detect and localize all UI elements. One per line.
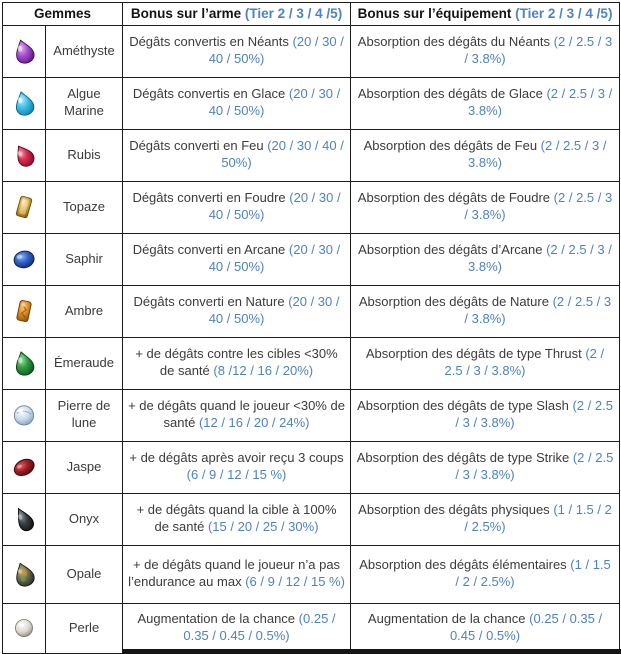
gem-icon-cell xyxy=(3,77,46,129)
opal-gem-icon xyxy=(10,559,38,589)
equipment-bonus-cell xyxy=(351,25,620,77)
weapon-bonus-values: (20 / 30 / 40 / 50%) xyxy=(208,190,341,223)
equipment-bonus-values: (2 / 2.5 / 3 / 3.8%) xyxy=(468,138,607,171)
gem-icon-cell xyxy=(3,493,46,545)
gem-name-cell xyxy=(46,441,123,493)
emerald-gem-icon xyxy=(10,348,38,378)
equipment-bonus-text: Absorption des dégâts du Néants xyxy=(357,34,551,50)
header-equipment-bonus xyxy=(351,3,620,26)
gem-name: Algue Marine xyxy=(64,86,104,119)
table-row xyxy=(3,603,620,653)
equipment-bonus-cell xyxy=(351,389,620,441)
table-row xyxy=(3,441,620,493)
equipment-bonus-cell xyxy=(351,493,620,545)
table-row xyxy=(3,129,620,181)
gem-name-cell xyxy=(46,389,123,441)
weapon-bonus-cell xyxy=(123,603,351,653)
equipment-bonus-text: Absorption des dégâts physiques xyxy=(358,502,550,518)
weapon-bonus-text: Dégâts convertis en Néants xyxy=(129,34,289,50)
weapon-bonus-cell xyxy=(123,181,351,233)
weapon-bonus-values: (6 / 9 / 12 / 15 %) xyxy=(186,467,287,483)
gem-icon-cell xyxy=(3,545,46,603)
header-equipment-tiers: (Tier 2 / 3 / 4 /5) xyxy=(515,6,613,21)
gem-icon-cell xyxy=(3,25,46,77)
gem-name-cell xyxy=(46,129,123,181)
gem-name-cell xyxy=(46,233,123,285)
equipment-bonus-text: Absorption des dégâts de type Strike xyxy=(356,450,570,466)
equipment-bonus-text: Absorption des dégâts de type Slash xyxy=(357,398,569,414)
equipment-bonus-cell xyxy=(351,285,620,337)
gem-name-cell xyxy=(46,181,123,233)
weapon-bonus-cell xyxy=(123,337,351,389)
weapon-bonus-text: Dégâts converti en Arcane xyxy=(132,242,286,258)
weapon-bonus-cell xyxy=(123,129,351,181)
gem-name: Perle xyxy=(68,619,100,635)
equipment-bonus-cell xyxy=(351,129,620,181)
gem-icon-cell xyxy=(3,441,46,493)
sapphire-gem-icon xyxy=(10,244,38,274)
weapon-bonus-text: Augmentation de la chance xyxy=(137,611,296,627)
equipment-bonus-values: (2 / 2.5 / 3 / 3.8%) xyxy=(464,294,612,327)
table-row xyxy=(3,77,620,129)
equipment-bonus-text: Absorption des dégâts de type Thrust xyxy=(365,346,582,362)
gem-icon-cell xyxy=(3,285,46,337)
gem-name-cell xyxy=(46,493,123,545)
header-weapon-bonus xyxy=(123,3,351,26)
weapon-bonus-cell xyxy=(123,389,351,441)
gem-name: Émeraude xyxy=(54,354,114,370)
table-row xyxy=(3,233,620,285)
weapon-bonus-values: (20 / 30 / 40 / 50%) xyxy=(208,86,341,119)
moonstone-gem-icon xyxy=(10,400,38,430)
weapon-bonus-text: Dégâts converti en Foudre xyxy=(132,190,286,206)
gem-name-cell xyxy=(46,603,123,653)
gem-icon-cell xyxy=(3,181,46,233)
table-row xyxy=(3,545,620,603)
gem-name: Opale xyxy=(66,565,102,581)
equipment-bonus-text: Augmentation de la chance xyxy=(367,611,526,627)
weapon-bonus-cell xyxy=(123,233,351,285)
weapon-bonus-text: Dégâts converti en Nature xyxy=(133,294,285,310)
aquamarine-gem-icon xyxy=(10,88,38,118)
weapon-bonus-text: Dégâts converti en Feu xyxy=(129,138,264,154)
gem-name: Saphir xyxy=(65,250,103,266)
weapon-bonus-values: (6 / 9 / 12 / 15 %) xyxy=(245,574,345,590)
gem-icon-cell xyxy=(3,337,46,389)
gem-name-cell xyxy=(46,77,123,129)
weapon-bonus-cell xyxy=(123,77,351,129)
table-row xyxy=(3,25,620,77)
gem-name: Jaspe xyxy=(66,458,102,474)
weapon-bonus-values: (8 /12 / 16 / 20%) xyxy=(213,363,314,379)
table-row xyxy=(3,181,620,233)
pearl-gem-icon xyxy=(11,615,37,641)
gem-name: Améthyste xyxy=(53,42,115,58)
equipment-bonus-cell xyxy=(351,233,620,285)
jasper-gem-icon xyxy=(10,452,38,482)
amethyst-gem-icon xyxy=(10,36,38,66)
equipment-bonus-text: Absorption des dégâts de Foudre xyxy=(357,190,551,206)
weapon-bonus-values: (20 / 30 / 40 / 50%) xyxy=(208,34,344,67)
table-row xyxy=(3,493,620,545)
equipment-bonus-values: (2 / 2.5 / 3 / 3.8%) xyxy=(464,34,613,67)
weapon-bonus-cell xyxy=(123,285,351,337)
table-row xyxy=(3,389,620,441)
gem-name: Topaze xyxy=(63,198,105,214)
equipment-bonus-cell xyxy=(351,77,620,129)
gem-bonus-table xyxy=(2,2,620,654)
topaz-gem-icon xyxy=(10,192,38,222)
weapon-bonus-values: (20 / 30 / 40 / 50%) xyxy=(208,242,341,275)
equipment-bonus-text: Absorption des dégâts de Feu xyxy=(363,138,538,154)
weapon-bonus-values: (0.25 / 0.35 / 0.45 / 0.5%) xyxy=(183,611,336,644)
equipment-bonus-cell xyxy=(351,545,620,603)
ruby-gem-icon xyxy=(10,140,38,170)
equipment-bonus-values: (2 / 2.5 / 3 / 3.8%) xyxy=(468,86,613,119)
equipment-bonus-text: Absorption des dégâts d’Arcane xyxy=(358,242,543,258)
table-row xyxy=(3,285,620,337)
equipment-bonus-values: (2 / 2.5 / 3 / 3.8%) xyxy=(468,242,612,275)
gem-name-cell xyxy=(46,285,123,337)
next-row-dark-strip xyxy=(122,649,621,654)
header-equipment-label: Bonus sur l’équipement xyxy=(357,6,512,21)
equipment-bonus-text: Absorption des dégâts élémentaires xyxy=(359,557,567,573)
gem-icon-cell xyxy=(3,129,46,181)
gem-name: Onyx xyxy=(68,510,100,526)
onyx-gem-icon xyxy=(10,504,38,534)
header-weapon-label: Bonus sur l’arme xyxy=(130,6,242,21)
weapon-bonus-cell xyxy=(123,545,351,603)
table-header-row xyxy=(3,3,620,26)
weapon-bonus-text: + de dégâts après avoir reçu 3 coups xyxy=(129,450,344,466)
weapon-bonus-text: + de dégâts contre les cibles <30% de santé xyxy=(135,346,338,379)
weapon-bonus-cell xyxy=(123,441,351,493)
amber-gem-icon xyxy=(10,296,38,326)
equipment-bonus-values: (0.25 / 0.35 / 0.45 / 0.5%) xyxy=(449,611,603,644)
equipment-bonus-values: (1 / 1.5 / 2 / 2.5%) xyxy=(455,557,611,590)
equipment-bonus-cell xyxy=(351,441,620,493)
weapon-bonus-cell xyxy=(123,25,351,77)
equipment-bonus-values: (2 / 2.5 / 3 / 3.8%) xyxy=(455,398,613,431)
gem-name-cell xyxy=(46,25,123,77)
gem-name-cell xyxy=(46,545,123,603)
gem-name: Ambre xyxy=(64,302,104,318)
gem-icon-cell xyxy=(3,233,46,285)
header-gems-label: Gemmes xyxy=(33,6,92,21)
equipment-bonus-values: (2 / 2.5 / 3 / 3.8%) xyxy=(455,450,614,483)
equipment-bonus-cell xyxy=(351,181,620,233)
gem-name: Rubis xyxy=(67,146,101,162)
weapon-bonus-text: + de dégâts quand la cible à 100% de santé xyxy=(136,502,337,535)
weapon-bonus-text: Dégâts convertis en Glace xyxy=(132,86,286,102)
weapon-bonus-values: (20 / 30 / 40 / 50%) xyxy=(208,294,340,327)
weapon-bonus-text: + de dégâts quand le joueur <30% de santé xyxy=(128,398,345,431)
gem-name: Pierre de lune xyxy=(57,398,111,431)
equipment-bonus-values: (1 / 1.5 / 2 / 2.5%) xyxy=(464,502,612,535)
weapon-bonus-cell xyxy=(123,493,351,545)
gem-icon-cell xyxy=(3,389,46,441)
weapon-bonus-values: (12 / 16 / 20 / 24%) xyxy=(198,415,310,431)
equipment-bonus-values: (2 / 2.5 / 3 / 3.8%) xyxy=(444,346,605,379)
header-weapon-tiers: (Tier 2 / 3 / 4 /5) xyxy=(244,6,343,21)
weapon-bonus-text: + de dégâts quand le joueur n’a pas l’endurance au max xyxy=(128,557,341,590)
equipment-bonus-text: Absorption des dégâts de Nature xyxy=(358,294,549,310)
table-row xyxy=(3,337,620,389)
weapon-bonus-values: (20 / 30 / 40 / 50%) xyxy=(221,138,344,171)
equipment-bonus-text: Absorption des dégâts de Glace xyxy=(357,86,543,102)
weapon-bonus-values: (15 / 20 / 25 / 30%) xyxy=(207,519,319,535)
gem-icon-cell xyxy=(3,603,46,653)
gem-name-cell xyxy=(46,337,123,389)
equipment-bonus-values: (2 / 2.5 / 3 / 3.8%) xyxy=(464,190,613,223)
equipment-bonus-cell xyxy=(351,603,620,653)
header-gems xyxy=(3,3,123,26)
equipment-bonus-cell xyxy=(351,337,620,389)
